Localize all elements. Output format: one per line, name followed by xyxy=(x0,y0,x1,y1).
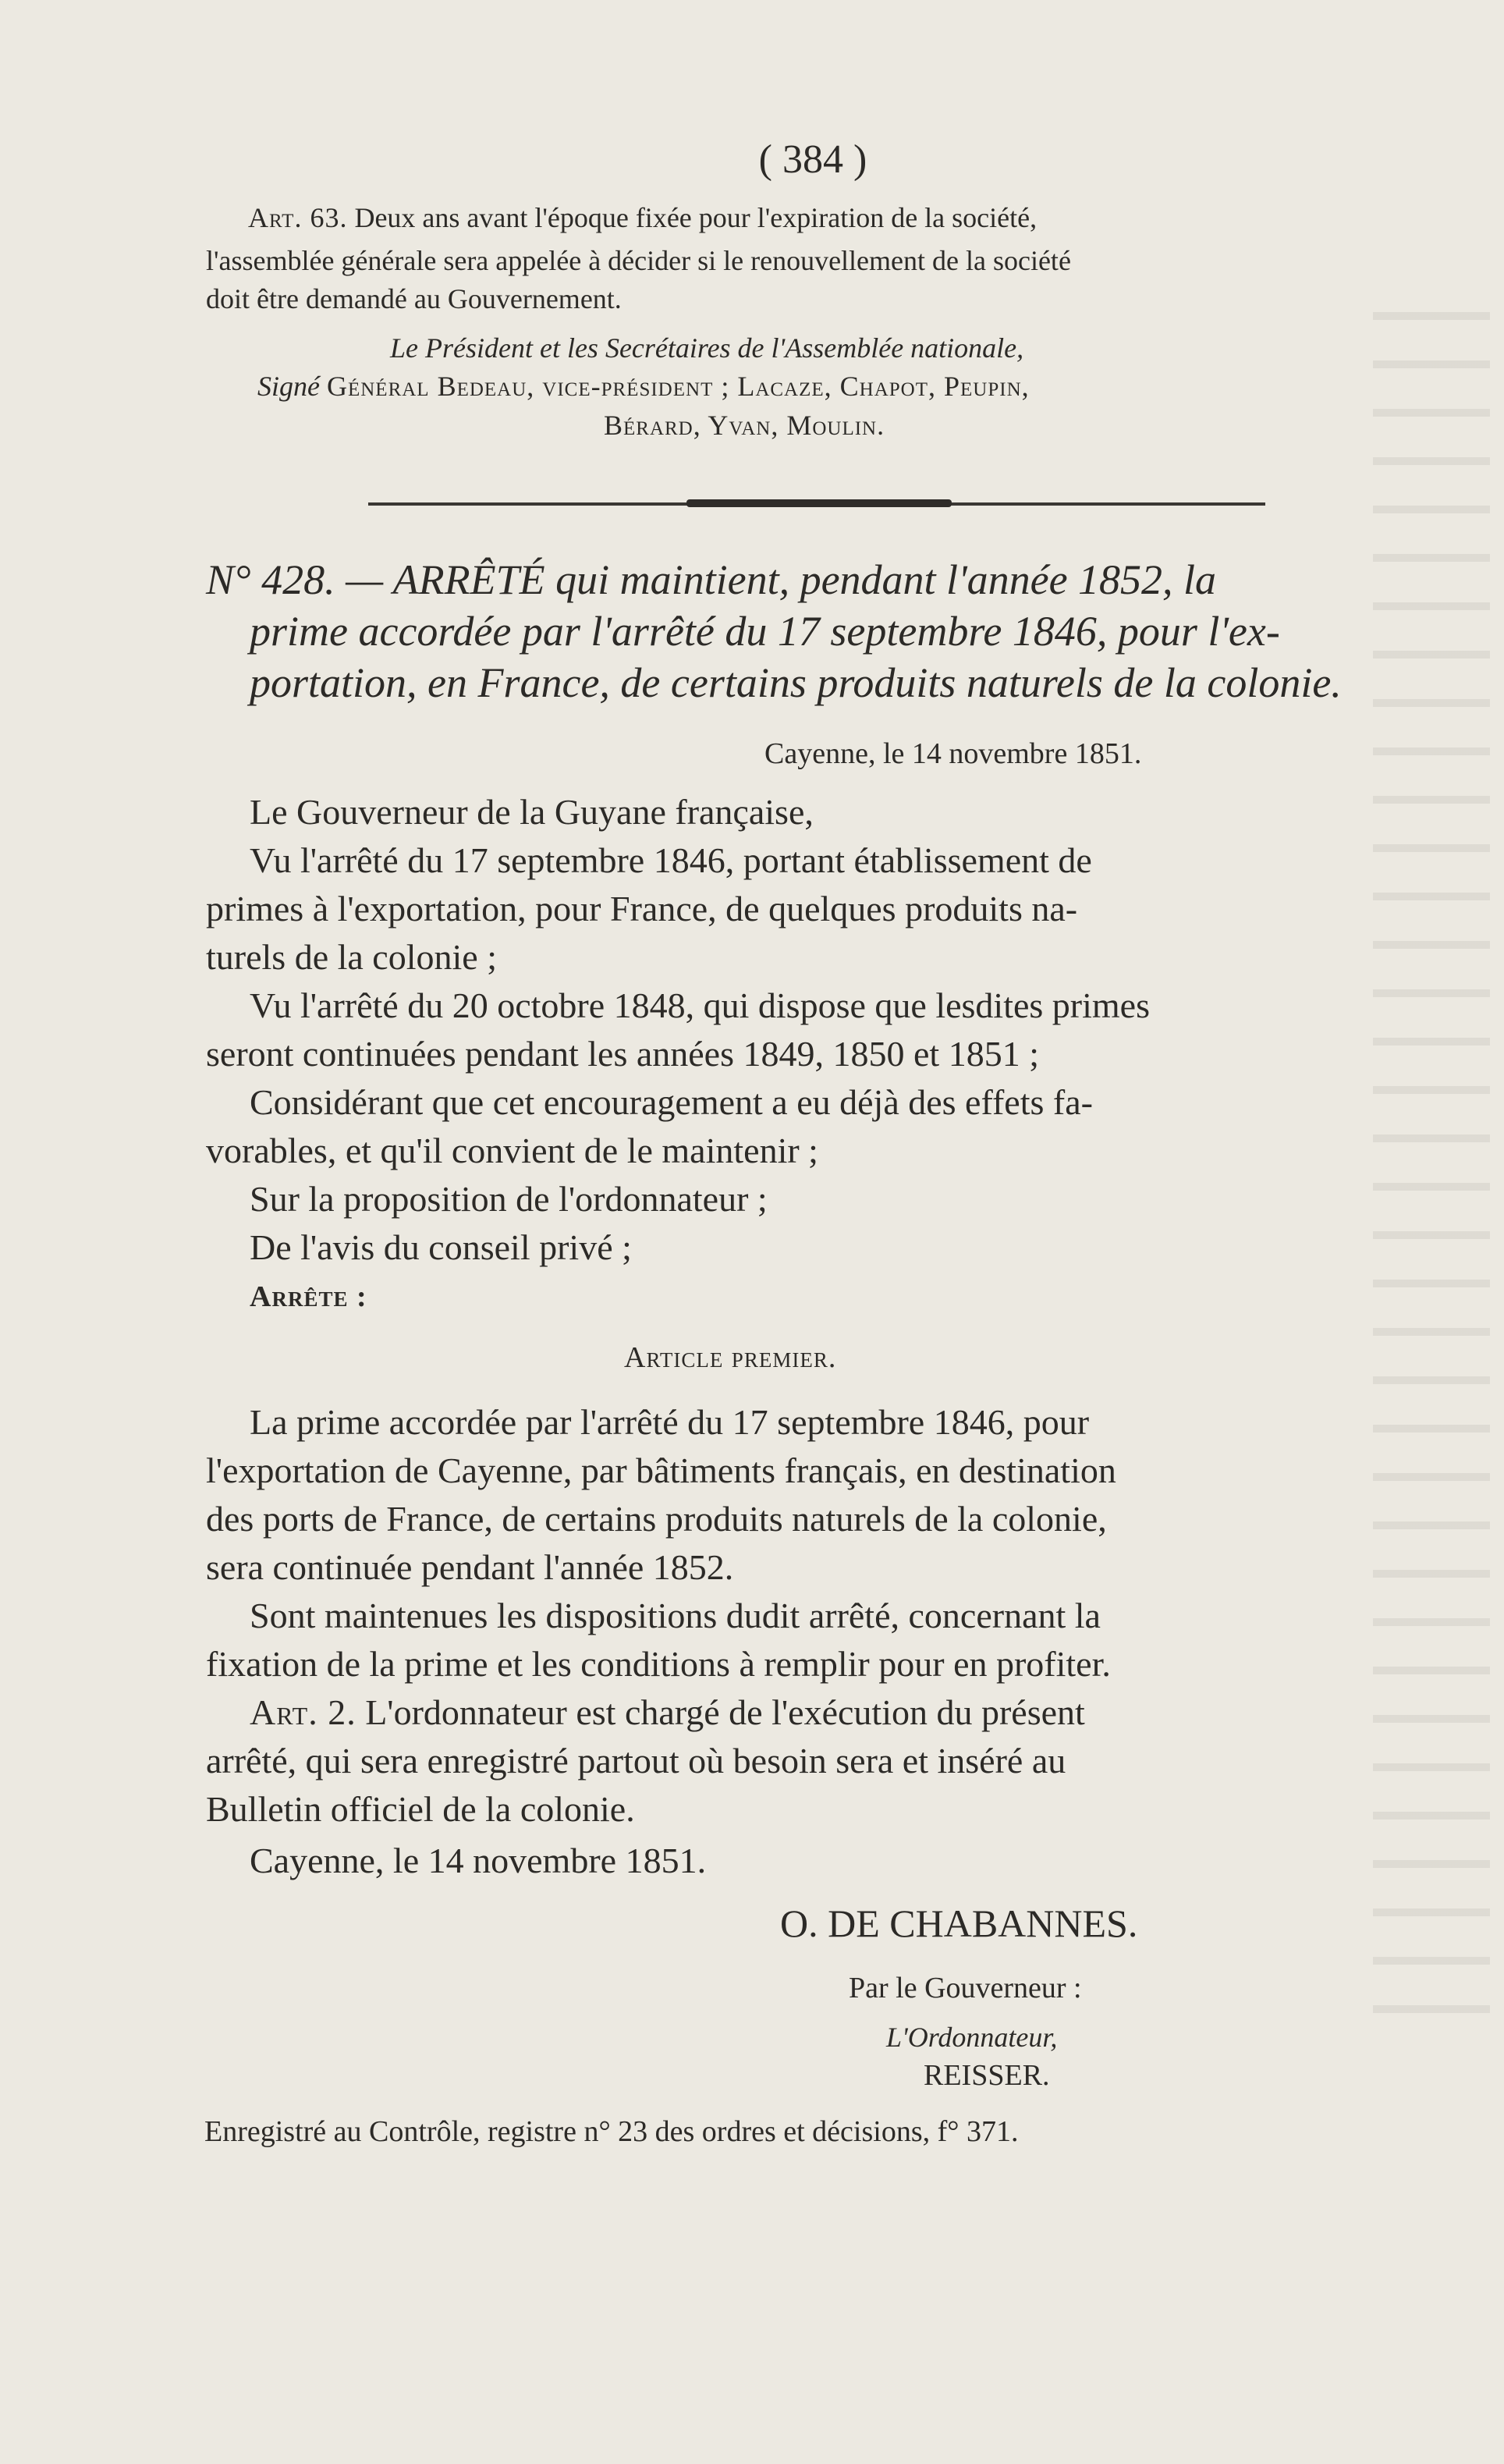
page-number: ( 384 ) xyxy=(758,137,867,182)
vu2-line1: Vu l'arrêté du 20 octobre 1848, qui dispose que lesdites primes xyxy=(250,985,1150,1025)
article2-line1-text: L'ordonnateur est chargé de l'exécution du présent xyxy=(365,1692,1085,1732)
bleed-through-shadow xyxy=(1373,312,1490,2029)
avis-line: De l'avis du conseil privé ; xyxy=(250,1227,632,1267)
art63-line1 xyxy=(248,201,1037,234)
art63-label: Art. 63. xyxy=(248,202,348,233)
governor-line: Le Gouverneur de la Guyane française, xyxy=(250,792,814,832)
article1-line5: Sont maintenues les dispositions dudit arrêté, concernant la xyxy=(250,1596,1101,1635)
article1-line3: des ports de France, de certains produits naturels de la colonie, xyxy=(206,1499,1107,1539)
ordonnateur-role: L'Ordonnateur, xyxy=(886,2022,1058,2053)
vu1-line3: turels de la colonie ; xyxy=(206,937,497,977)
assembly-signatories-heading: Le Président et les Secrétaires de l'Assemblée nationale, xyxy=(390,332,1024,364)
considerant-line2: vorables, et qu'il convient de le maintenir ; xyxy=(206,1131,818,1170)
considerant-line1: Considérant que cet encouragement a eu déjà des effets fa- xyxy=(250,1082,1093,1122)
article1-line6: fixation de la prime et les conditions à remplir pour en profiter. xyxy=(206,1644,1111,1684)
decree-title-line3: portation, en France, de certains produits naturels de la colonie. xyxy=(250,659,1342,706)
article2-line1 xyxy=(250,1692,1085,1733)
ordonnateur-signature: REISSER. xyxy=(924,2059,1050,2092)
closing-date: Cayenne, le 14 novembre 1851. xyxy=(250,1841,707,1880)
proposition-line: Sur la proposition de l'ordonnateur ; xyxy=(250,1179,768,1219)
article2-line3: Bulletin officiel de la colonie. xyxy=(206,1789,635,1829)
article2-label: Art. 2. xyxy=(250,1692,356,1732)
arrete-heading: Arrête : xyxy=(250,1280,367,1313)
vu1-line1: Vu l'arrêté du 17 septembre 1846, portant établissement de xyxy=(250,840,1092,880)
decree-title-line1: N° 428. — ARRÊTÉ qui maintient, pendant l'année 1852, la xyxy=(206,556,1217,603)
registration-footer: Enregistré au Contrôle, registre n° 23 des ordres et décisions, f° 371. xyxy=(204,2115,1019,2148)
article1-line4: sera continuée pendant l'année 1852. xyxy=(206,1547,734,1587)
signe-label: Signé xyxy=(257,371,320,402)
signatories-names-line2: Général Bedeau, vice-président ; Lacaze, Chapot, Peupin, xyxy=(326,371,1030,402)
article1-line2: l'exportation de Cayenne, par bâtiments français, en destination xyxy=(206,1450,1116,1490)
vu2-line2: seront continuées pendant les années 1849, 1850 et 1851 ; xyxy=(206,1034,1039,1074)
art63-line1-text: Deux ans avant l'époque fixée pour l'expiration de la société, xyxy=(354,202,1038,233)
article-premier-heading: Article premier. xyxy=(624,1341,837,1374)
assembly-signatories-line2 xyxy=(257,370,1030,403)
section-divider-ornament xyxy=(686,499,952,507)
decree-date: Cayenne, le 14 novembre 1851. xyxy=(764,737,1142,770)
article1-line1: La prime accordée par l'arrêté du 17 septembre 1846, pour xyxy=(250,1402,1090,1442)
par-le-gouverneur: Par le Gouverneur : xyxy=(849,1972,1082,2004)
art63-line2: l'assemblée générale sera appelée à décider si le renouvellement de la société xyxy=(206,245,1071,276)
assembly-signatories-line3: Bérard, Yvan, Moulin. xyxy=(604,410,885,441)
vu1-line2: primes à l'exportation, pour France, de quelques produits na- xyxy=(206,889,1078,928)
article2-line2: arrêté, qui sera enregistré partout où besoin sera et inséré au xyxy=(206,1741,1066,1781)
decree-title-line2: prime accordée par l'arrêté du 17 septembre 1846, pour l'ex- xyxy=(250,608,1280,655)
art63-line3: doit être demandé au Gouvernement. xyxy=(206,283,622,314)
governor-signature: O. DE CHABANNES. xyxy=(780,1901,1138,1945)
